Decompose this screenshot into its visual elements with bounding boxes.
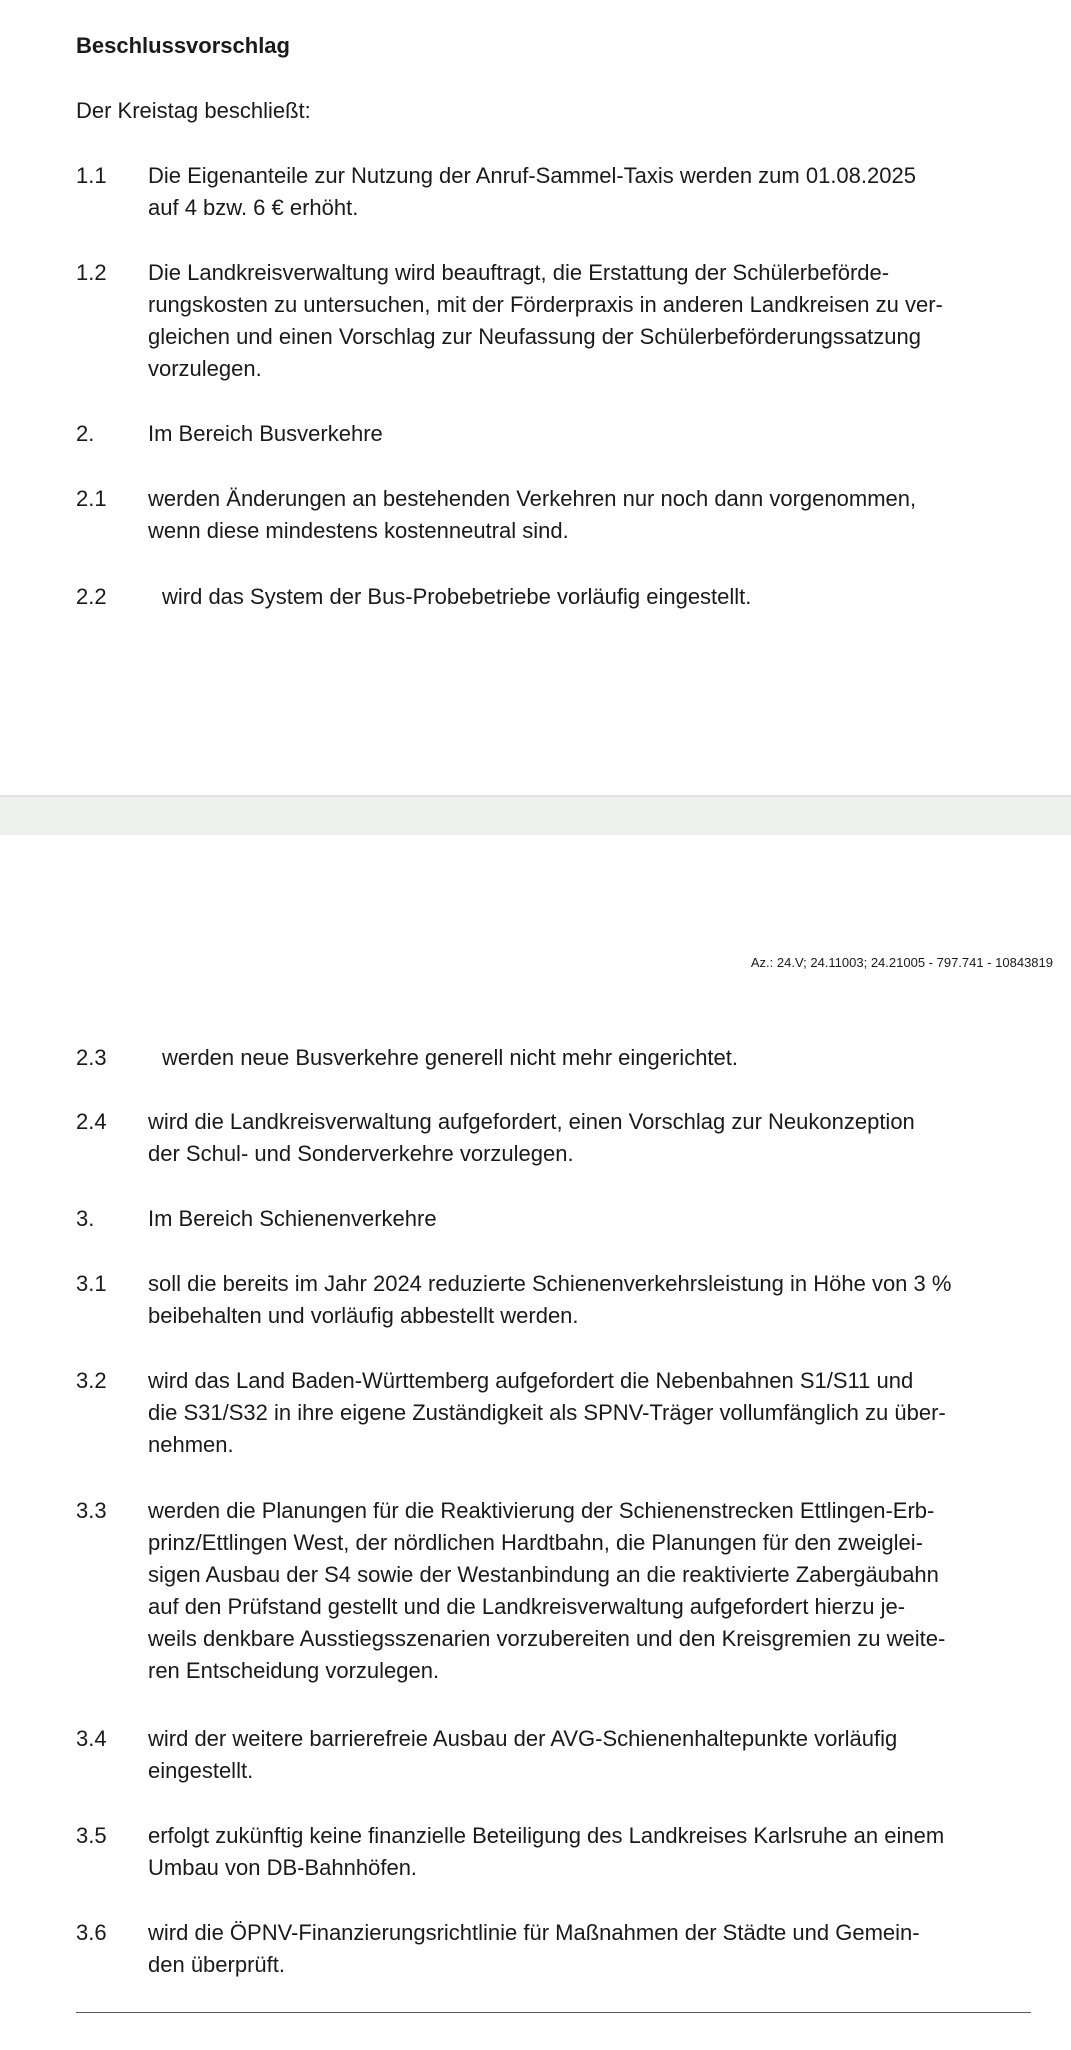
item-number: 1.2 bbox=[76, 260, 107, 285]
item-number: 2.3 bbox=[76, 1045, 107, 1070]
item-text: wird das Land Baden-Württemberg aufgefordert die Nebenbahnen S1/S11 und die S31/S32 in ihre eigene Zuständigkeit als SPNV-Träger vollumfänglich zu über- nehmen. bbox=[148, 1368, 946, 1457]
item-text: wird der weitere barrierefreie Ausbau der AVG-Schienenhaltepunkte vorläufig eingestellt. bbox=[148, 1726, 898, 1783]
item-text: soll die bereits im Jahr 2024 reduzierte Schienenverkehrsleistung in Höhe von 3 % beibehalten und vorläufig abbestellt werden. bbox=[148, 1271, 952, 1328]
item-number: 2. bbox=[76, 421, 95, 446]
document-page-2 bbox=[0, 835, 1071, 2050]
item-number: 2.2 bbox=[76, 584, 107, 609]
item-text: wird die Landkreisverwaltung aufgefordert, einen Vorschlag zur Neukonzeption der Schul- und Sonderverkehre vorzulegen. bbox=[148, 1109, 915, 1166]
file-reference: Az.: 24.V; 24.11003; 24.21005 - 797.741 - 10843819 bbox=[750, 955, 1053, 970]
document-page-1 bbox=[0, 0, 1071, 795]
bottom-divider bbox=[76, 2012, 1031, 2013]
item-text: werden neue Busverkehre generell nicht mehr eingerichtet. bbox=[162, 1045, 738, 1070]
item-number: 3.1 bbox=[76, 1271, 107, 1296]
item-text: erfolgt zukünftig keine finanzielle Beteiligung des Landkreises Karlsruhe an einem Umbau von DB-Bahnhöfen. bbox=[148, 1823, 945, 1880]
intro-text: Der Kreistag beschließt: bbox=[76, 98, 311, 123]
item-number: 3.4 bbox=[76, 1726, 107, 1751]
item-text: Die Landkreisverwaltung wird beauftragt, die Erstattung der Schülerbeförde- rungskosten zu untersuchen, mit der Förderpraxis in anderen Landkreisen zu ver- gleichen und einen Vorschlag zur Neufassung der Schülerbeförderungssatzung vorzulegen. bbox=[148, 260, 943, 381]
item-text: werden Änderungen an bestehenden Verkehren nur noch dann vorgenommen, wenn diese mindestens kostenneutral sind. bbox=[148, 486, 917, 543]
item-text: Im Bereich Schienenverkehre bbox=[148, 1206, 437, 1231]
item-text: Die Eigenanteile zur Nutzung der Anruf-Sammel-Taxis werden zum 01.08.2025 auf 4 bzw. 6 € erhöht. bbox=[148, 163, 916, 220]
item-text: wird die ÖPNV-Finanzierungsrichtlinie für Maßnahmen der Städte und Gemein- den überprüft. bbox=[148, 1920, 920, 1977]
item-number: 3.5 bbox=[76, 1823, 107, 1848]
item-number: 1.1 bbox=[76, 163, 107, 188]
item-text: wird das System der Bus-Probebetriebe vorläufig eingestellt. bbox=[162, 584, 752, 609]
item-number: 2.1 bbox=[76, 486, 107, 511]
item-text: werden die Planungen für die Reaktivierung der Schienenstrecken Ettlingen-Erb- prinz/Ettlingen West, der nördlichen Hardtbahn, die Planungen für den zweiglei- sigen Ausbau der S4 sowie der Westanbindung an die reaktivierte Zabergäubahn auf den Prüfstand gestellt und die Landkreisverwaltung aufgefordert hierzu je- weils denkbare Ausstiegsszenarien vorzubereiten und den Kreisgremien zu weite- ren Entscheidung vorzulegen. bbox=[148, 1498, 946, 1683]
item-number: 2.4 bbox=[76, 1109, 107, 1134]
item-number: 3. bbox=[76, 1206, 95, 1231]
page-separator bbox=[0, 795, 1071, 837]
item-number: 3.2 bbox=[76, 1368, 107, 1393]
item-text: Im Bereich Busverkehre bbox=[148, 421, 383, 446]
section-heading: Beschlussvorschlag bbox=[76, 33, 290, 58]
item-number: 3.3 bbox=[76, 1498, 107, 1523]
item-number: 3.6 bbox=[76, 1920, 107, 1945]
